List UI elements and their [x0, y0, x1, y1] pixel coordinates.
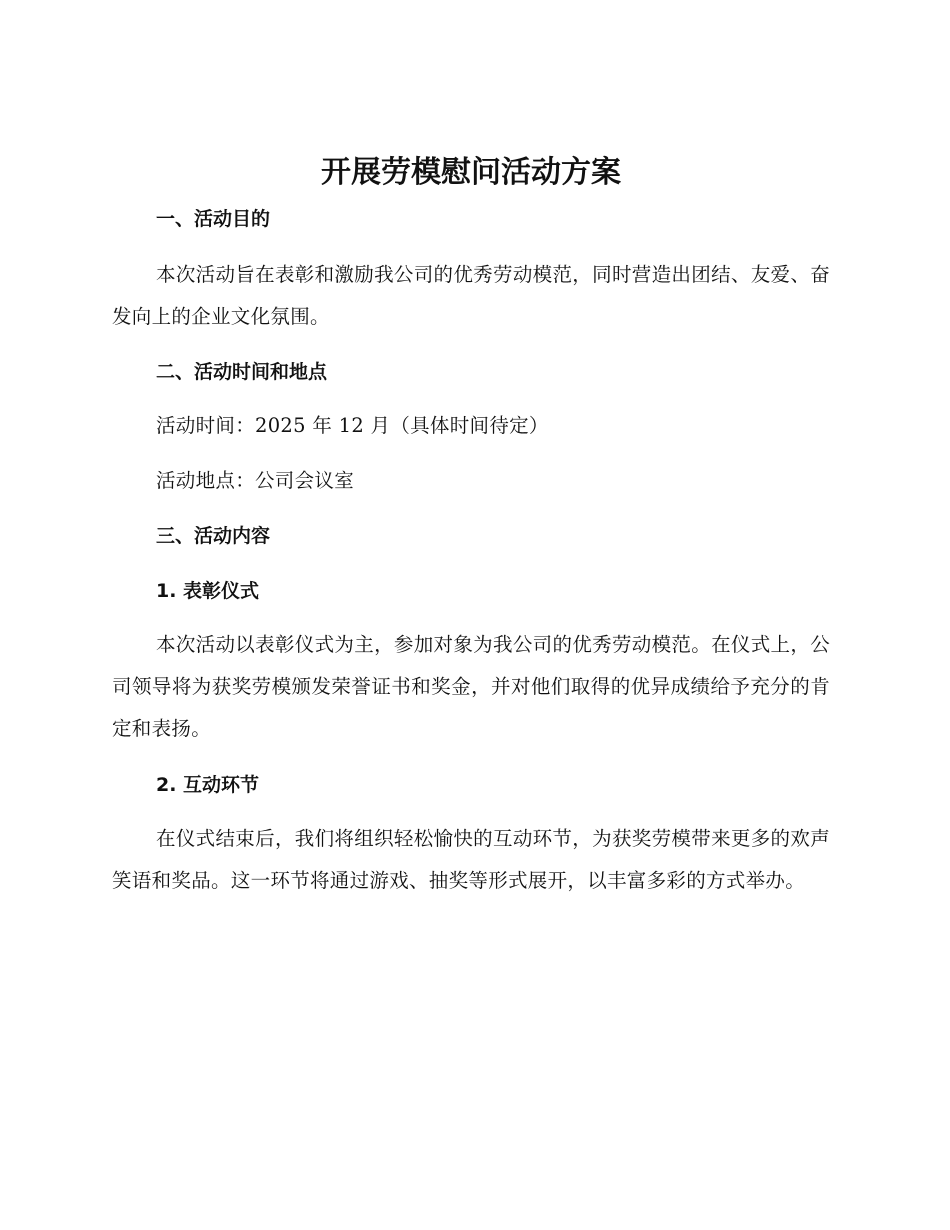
interaction-paragraph: 在仪式结束后，我们将组织轻松愉快的互动环节，为获奖劳模带来更多的欢声笑语和奖品。这一环节将通过游戏、抽奖等形式展开，以丰富多彩的方式举办。 [112, 827, 830, 892]
subsection-heading-ceremony: 1. 表彰仪式 [156, 580, 260, 602]
section-heading-purpose: 一、活动目的 [156, 208, 271, 230]
section-heading-content: 三、活动内容 [156, 525, 271, 547]
purpose-paragraph: 本次活动旨在表彰和激励我公司的优秀劳动模范，同时营造出团结、友爱、奋发向上的企业文化氛围。 [112, 263, 830, 328]
section-heading-time-place: 二、活动时间和地点 [156, 361, 328, 383]
document-title: 开展劳模慰问活动方案 [321, 155, 621, 190]
subsection-heading-interaction: 2. 互动环节 [156, 774, 260, 796]
activity-time-line: 活动时间：2025 年 12 月（具体时间待定） [156, 414, 549, 437]
ceremony-paragraph: 本次活动以表彰仪式为主，参加对象为我公司的优秀劳动模范。在仪式上，公司领导将为获奖劳模颁发荣誉证书和奖金，并对他们取得的优异成绩给予充分的肯定和表扬。 [112, 633, 830, 740]
activity-place-line: 活动地点：公司会议室 [156, 469, 355, 492]
